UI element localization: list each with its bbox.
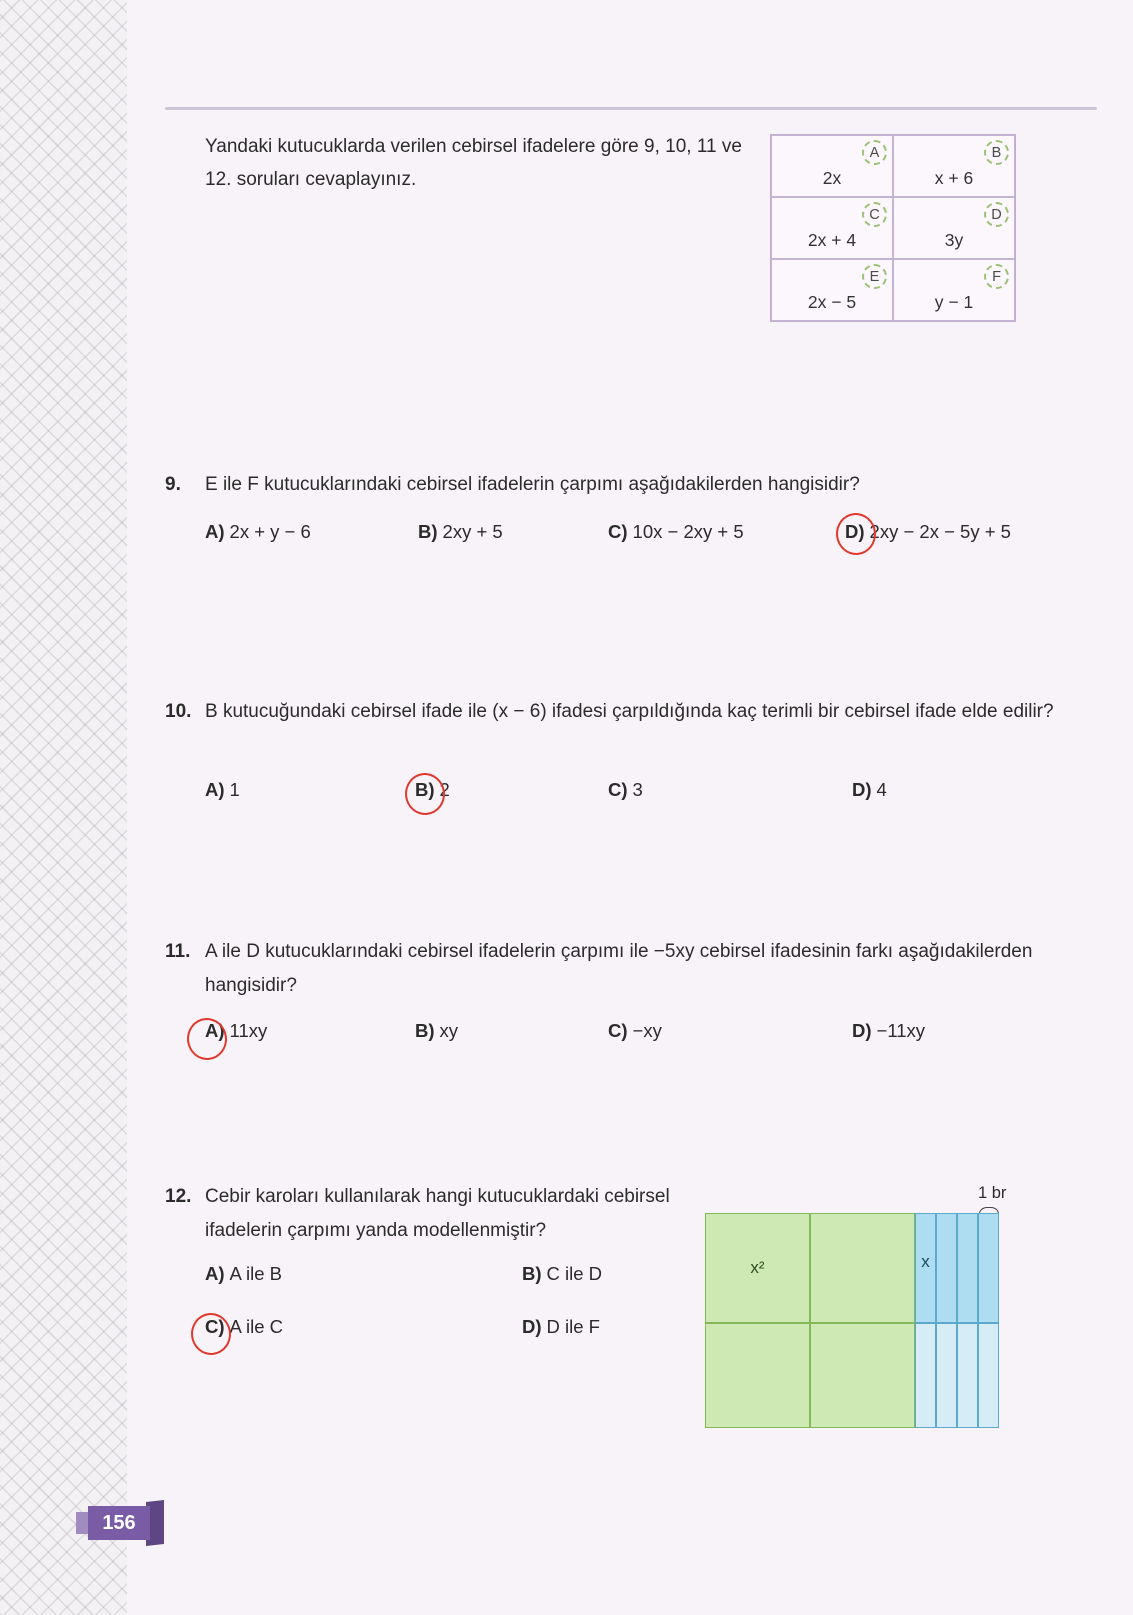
x-tile bbox=[936, 1213, 957, 1323]
option-letter bbox=[845, 521, 865, 543]
question-text: Cebir karoları kullanılarak hangi kutucuklardaki cebirsel ifadelerin çarpımı yanda modellenmiştir? bbox=[205, 1186, 670, 1242]
option-12a bbox=[205, 1263, 282, 1285]
answer-circle-icon bbox=[403, 771, 447, 817]
x-tile bbox=[957, 1213, 978, 1323]
option-text: 2x + y − 6 bbox=[229, 521, 311, 542]
option-text: 2xy + 5 bbox=[442, 521, 503, 542]
table-cell-a bbox=[771, 135, 893, 197]
top-divider-line bbox=[165, 107, 1097, 110]
question-11 bbox=[165, 935, 1095, 1003]
x-squared-tile bbox=[810, 1213, 915, 1323]
option-letter: D) bbox=[522, 1316, 542, 1337]
algebra-tiles-model bbox=[705, 1213, 999, 1428]
x-squared-label: x² bbox=[750, 1258, 765, 1277]
left-lattice-pattern bbox=[0, 0, 127, 1615]
table-cell-b bbox=[893, 135, 1015, 197]
question-text: A ile D kutucuklarındaki cebirsel ifadelerin çarpımı ile −5xy cebirsel ifadesinin farkı aşağıdakilerden hangisidir? bbox=[205, 941, 1033, 997]
answer-circle-icon bbox=[834, 511, 878, 557]
cell-expression: 2x bbox=[822, 168, 842, 188]
option-12b bbox=[522, 1263, 602, 1285]
question-12 bbox=[165, 1180, 710, 1248]
option-text: A ile C bbox=[229, 1316, 283, 1337]
answer-circle-icon bbox=[189, 1311, 233, 1357]
cell-letter-badge: F bbox=[984, 264, 1009, 289]
option-12d bbox=[522, 1316, 600, 1338]
cell-expression: 2x + 4 bbox=[807, 230, 857, 250]
option-letter: C) bbox=[608, 1020, 628, 1041]
option-letter: B) bbox=[415, 1020, 435, 1041]
expression-table bbox=[770, 134, 1016, 322]
page-number-badge: 156 bbox=[88, 1506, 150, 1540]
option-9a bbox=[205, 521, 311, 543]
option-10b bbox=[415, 779, 450, 801]
cell-letter-badge: E bbox=[862, 264, 887, 289]
option-letter: B) bbox=[522, 1263, 542, 1284]
x-squared-tile bbox=[810, 1323, 915, 1428]
x-squared-tile bbox=[705, 1323, 810, 1428]
option-12c bbox=[205, 1316, 283, 1338]
option-text: A ile B bbox=[229, 1263, 282, 1284]
option-11b bbox=[415, 1020, 458, 1042]
table-cell-f bbox=[893, 259, 1015, 321]
cell-letter-badge: D bbox=[984, 202, 1009, 227]
option-text: 2xy − 2x − 5y + 5 bbox=[869, 521, 1011, 542]
cell-letter-badge: A bbox=[862, 140, 887, 165]
option-letter-text: D) bbox=[845, 521, 865, 542]
option-letter: A) bbox=[205, 1263, 225, 1284]
x-tile bbox=[915, 1213, 936, 1323]
option-letter-text: B) bbox=[415, 779, 435, 800]
question-text: B kutucuğundaki cebirsel ifade ile (x − 6) ifadesi çarpıldığında kaç terimli bir cebirsel ifade elde edilir? bbox=[205, 701, 1054, 722]
option-10d bbox=[852, 779, 887, 801]
option-letter: B) bbox=[418, 521, 438, 542]
x-squared-tile bbox=[705, 1213, 810, 1323]
x-tile bbox=[978, 1213, 999, 1323]
cell-letter-badge: C bbox=[862, 202, 887, 227]
option-11c bbox=[608, 1020, 662, 1042]
table-cell-d bbox=[893, 197, 1015, 259]
option-text: 1 bbox=[229, 779, 240, 800]
option-10a bbox=[205, 779, 240, 801]
option-9d bbox=[845, 521, 1011, 543]
cell-expression: x + 6 bbox=[934, 168, 974, 188]
x-tile bbox=[957, 1323, 978, 1428]
option-text: 2 bbox=[439, 779, 450, 800]
question-number: 12. bbox=[165, 1186, 192, 1207]
option-letter: C) bbox=[608, 779, 628, 800]
option-10c bbox=[608, 779, 643, 801]
cell-expression: 2x − 5 bbox=[807, 292, 857, 312]
option-9c bbox=[608, 521, 744, 543]
option-letter: D) bbox=[852, 1020, 872, 1041]
option-letter bbox=[205, 1020, 225, 1042]
option-letter: A) bbox=[205, 521, 225, 542]
option-text: C ile D bbox=[546, 1263, 603, 1284]
option-text: 11xy bbox=[229, 1020, 268, 1041]
option-text: 4 bbox=[876, 779, 887, 800]
question-text: E ile F kutucuklarındaki cebirsel ifadelerin çarpımı aşağıdakilerden hangisidir? bbox=[205, 474, 860, 495]
option-letter-text: C) bbox=[205, 1316, 225, 1337]
table-cell-e bbox=[771, 259, 893, 321]
option-text: −xy bbox=[632, 1020, 662, 1041]
cell-expression: 3y bbox=[944, 230, 964, 250]
option-text: D ile F bbox=[546, 1316, 600, 1337]
option-letter: D) bbox=[852, 779, 872, 800]
question-9 bbox=[165, 468, 1095, 502]
option-text: −11xy bbox=[876, 1020, 926, 1041]
x-tile bbox=[936, 1323, 957, 1428]
option-letter bbox=[205, 1316, 225, 1338]
x-label: x bbox=[921, 1252, 930, 1271]
option-letter: C) bbox=[608, 521, 628, 542]
cell-expression: y − 1 bbox=[934, 292, 974, 312]
option-11d bbox=[852, 1020, 925, 1042]
question-number: 9. bbox=[165, 474, 181, 495]
option-11a bbox=[205, 1020, 267, 1042]
intro-text: Yandaki kutucuklarda verilen cebirsel ifadelere göre 9, 10, 11 ve 12. soruları cevaplayınız. bbox=[205, 136, 742, 191]
option-text: 3 bbox=[632, 779, 643, 800]
x-tile bbox=[915, 1323, 936, 1428]
option-letter bbox=[415, 779, 435, 801]
cell-letter-badge: B bbox=[984, 140, 1009, 165]
option-text: xy bbox=[439, 1020, 459, 1041]
question-10 bbox=[165, 695, 1095, 729]
option-letter: A) bbox=[205, 779, 225, 800]
question-number: 10. bbox=[165, 701, 192, 722]
option-letter-text: A) bbox=[205, 1020, 225, 1041]
x-tile bbox=[978, 1323, 999, 1428]
table-cell-c bbox=[771, 197, 893, 259]
unit-label: 1 br bbox=[978, 1184, 1007, 1202]
option-text: 10x − 2xy + 5 bbox=[632, 521, 744, 542]
question-number: 11. bbox=[165, 941, 191, 962]
option-9b bbox=[418, 521, 503, 543]
